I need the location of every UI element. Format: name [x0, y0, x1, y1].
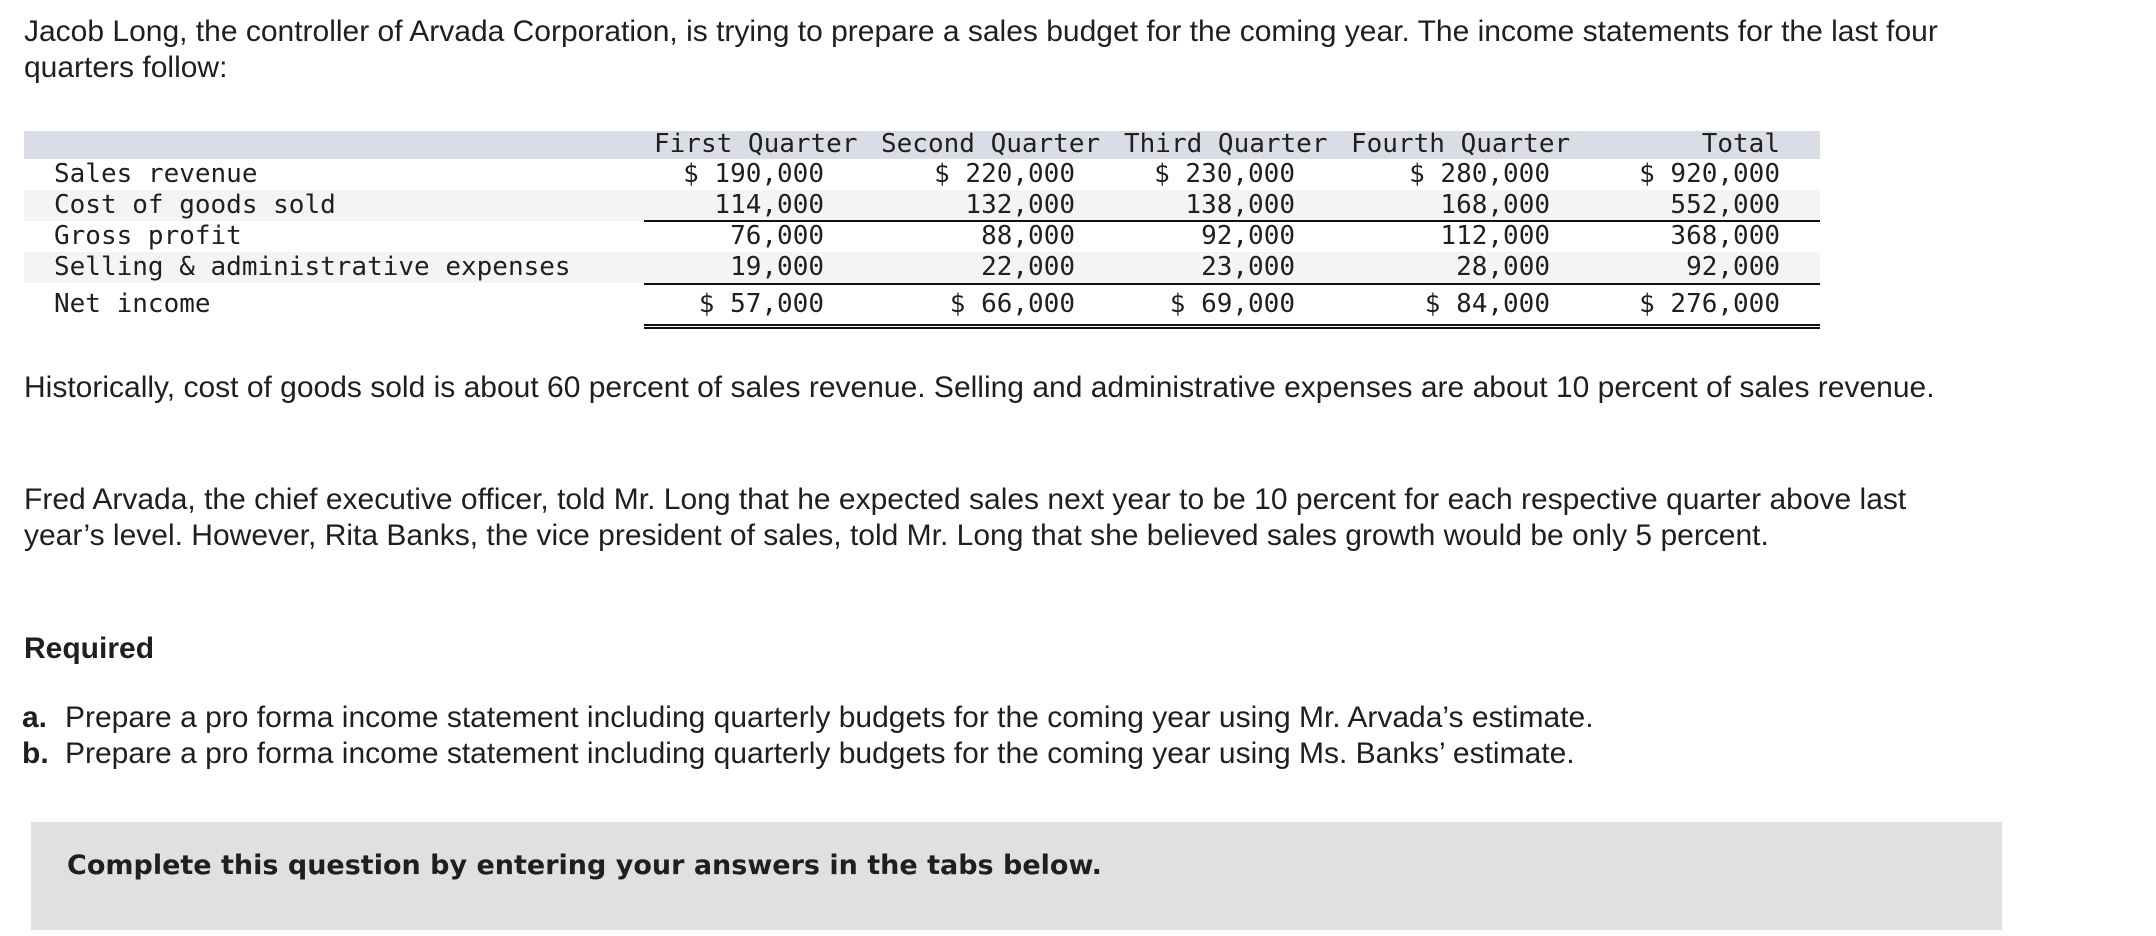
callout-text: Complete this question by entering your answers in the tabs below. — [67, 850, 1102, 881]
instructions-callout — [31, 822, 2002, 930]
header-fourth-quarter: Fourth Quarter — [1351, 129, 1571, 159]
row-label-cost-of-goods-sold: Cost of goods sold — [54, 190, 336, 220]
row-label-sales-revenue: Sales revenue — [54, 159, 258, 189]
row-label-net-income: Net income — [54, 289, 211, 319]
item-letter: a. — [22, 701, 48, 734]
header-third-quarter: Third Quarter — [1124, 129, 1328, 159]
cell-value: $ 230,000 — [1154, 159, 1295, 189]
cell-value: $ 66,000 — [949, 289, 1075, 319]
cell-value: 138,000 — [1185, 190, 1295, 220]
cell-value: 168,000 — [1440, 190, 1550, 220]
required-item-a — [22, 700, 1594, 736]
cell-value: 552,000 — [1670, 190, 1780, 220]
cell-value: $ 190,000 — [683, 159, 824, 189]
item-letter: b. — [22, 737, 49, 770]
cell-value: 114,000 — [714, 190, 824, 220]
cell-value: 19,000 — [730, 252, 824, 282]
total-double-rule — [644, 324, 1820, 329]
row-label-selling-admin-expenses: Selling & administrative expenses — [54, 252, 571, 282]
cell-value: $ 280,000 — [1409, 159, 1550, 189]
cell-value: 92,000 — [1201, 221, 1295, 251]
cell-value: 28,000 — [1456, 252, 1550, 282]
intro-paragraph: Jacob Long, the controller of Arvada Corporation, is trying to prepare a sales budget for the coming year. The income statements for the last four quarters follow: — [24, 15, 1938, 84]
header-first-quarter: First Quarter — [654, 129, 858, 159]
required-item-b — [22, 736, 1594, 772]
cell-value: 23,000 — [1201, 252, 1295, 282]
cell-value: $ 920,000 — [1639, 159, 1780, 189]
header-second-quarter: Second Quarter — [881, 129, 1101, 159]
cell-value: 132,000 — [965, 190, 1075, 220]
cell-value: 88,000 — [981, 221, 1075, 251]
forecast-paragraph: Fred Arvada, the chief executive officer, told Mr. Long that he expected sales next year to be 10 percent for each respective quarter above last year’s level. However, Rita Banks, the vice president of sales, told Mr. Long that she believed sales growth would be only 5 percent. — [24, 483, 1907, 552]
required-list — [22, 700, 1594, 772]
cell-value: $ 276,000 — [1639, 289, 1780, 319]
cell-value: 112,000 — [1440, 221, 1550, 251]
cell-value: 76,000 — [730, 221, 824, 251]
item-text: Prepare a pro forma income statement including quarterly budgets for the coming year using Mr. Arvada’s estimate. — [65, 701, 1594, 734]
historical-paragraph: Historically, cost of goods sold is about 60 percent of sales revenue. Selling and administrative expenses are about 10 percent of sales revenue. — [24, 371, 1935, 404]
required-heading: Required — [24, 632, 155, 665]
header-total: Total — [1701, 129, 1780, 159]
cell-value: $ 220,000 — [934, 159, 1075, 189]
cell-value: $ 57,000 — [698, 289, 824, 319]
row-label-gross-profit: Gross profit — [54, 221, 242, 251]
cell-value: $ 84,000 — [1424, 289, 1550, 319]
income-statement-table — [24, 131, 1820, 341]
subtotal-rule — [644, 283, 1820, 285]
cell-value: 22,000 — [981, 252, 1075, 282]
cell-value: 92,000 — [1686, 252, 1780, 282]
cell-value: $ 69,000 — [1169, 289, 1295, 319]
item-text: Prepare a pro forma income statement including quarterly budgets for the coming year using Ms. Banks’ estimate. — [65, 737, 1575, 770]
cell-value: 368,000 — [1670, 221, 1780, 251]
